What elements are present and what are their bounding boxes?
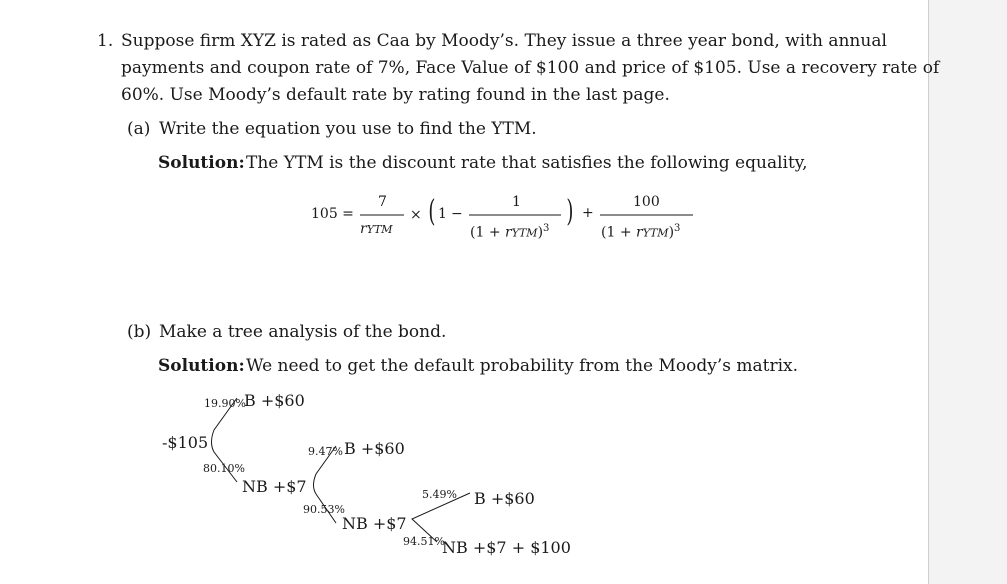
viewer-margin bbox=[928, 0, 1007, 584]
part-a-solution-label: Solution: bbox=[158, 153, 245, 173]
part-b-solution-text: We need to get the default probability from the Moody’s matrix. bbox=[246, 356, 799, 376]
face-numerator: 100 bbox=[633, 194, 660, 210]
y1-default-payoff: B +$60 bbox=[244, 391, 305, 410]
y2-survive-prob: 90.53% bbox=[303, 503, 345, 516]
y2-default-payoff: B +$60 bbox=[344, 439, 405, 458]
right-paren: ) bbox=[566, 194, 574, 229]
coupon-numerator: 7 bbox=[378, 194, 387, 210]
rate-denominator: rYTM bbox=[360, 221, 393, 237]
part-b-solution-label: Solution: bbox=[158, 356, 245, 376]
y3-default-prob: 5.49% bbox=[422, 488, 457, 501]
left-paren: ( bbox=[428, 194, 436, 229]
one-numerator: 1 bbox=[512, 194, 521, 210]
y2-survive-payoff: NB +$7 bbox=[342, 514, 407, 533]
one-term: 1 bbox=[438, 206, 447, 222]
problem-number: 1. bbox=[97, 31, 114, 51]
y3-survive-payoff: NB +$7 + $100 bbox=[442, 538, 571, 557]
problem-line-3: 60%. Use Moody’s default rate by rating found in the last page. bbox=[121, 85, 670, 105]
tree-root: -$105 bbox=[162, 433, 209, 452]
times-sign: × bbox=[410, 207, 422, 223]
part-a-label: (a) bbox=[127, 119, 151, 139]
equation-lhs: 105 = bbox=[311, 206, 354, 222]
discount-denominator: (1 + rYTM)$^3$ bbox=[470, 223, 550, 241]
y1-survive-prob: 80.10% bbox=[203, 462, 245, 475]
plus-sign: + bbox=[582, 205, 594, 221]
minus-sign: − bbox=[451, 206, 463, 222]
face-denominator: (1 + rYTM)$^3$ bbox=[601, 223, 681, 241]
part-a-solution-text: The YTM is the discount rate that satisfies the following equality, bbox=[246, 153, 808, 173]
problem-line-2: payments and coupon rate of 7%, Face Value of $100 and price of $105. Use a recovery rate of bbox=[121, 58, 940, 78]
y2-default-prob: 9.47% bbox=[308, 445, 343, 458]
y3-survive-prob: 94.51% bbox=[403, 535, 445, 548]
part-b-label: (b) bbox=[127, 322, 152, 342]
y1-default-prob: 19.90% bbox=[204, 397, 246, 410]
problem-line-1: Suppose firm XYZ is rated as Caa by Moody’s. They issue a three year bond, with annual bbox=[121, 31, 887, 51]
y1-survive-payoff: NB +$7 bbox=[242, 477, 307, 496]
part-a-question: Write the equation you use to find the YTM. bbox=[159, 119, 537, 139]
part-b-question: Make a tree analysis of the bond. bbox=[159, 322, 447, 342]
y3-default-payoff: B +$60 bbox=[474, 489, 535, 508]
